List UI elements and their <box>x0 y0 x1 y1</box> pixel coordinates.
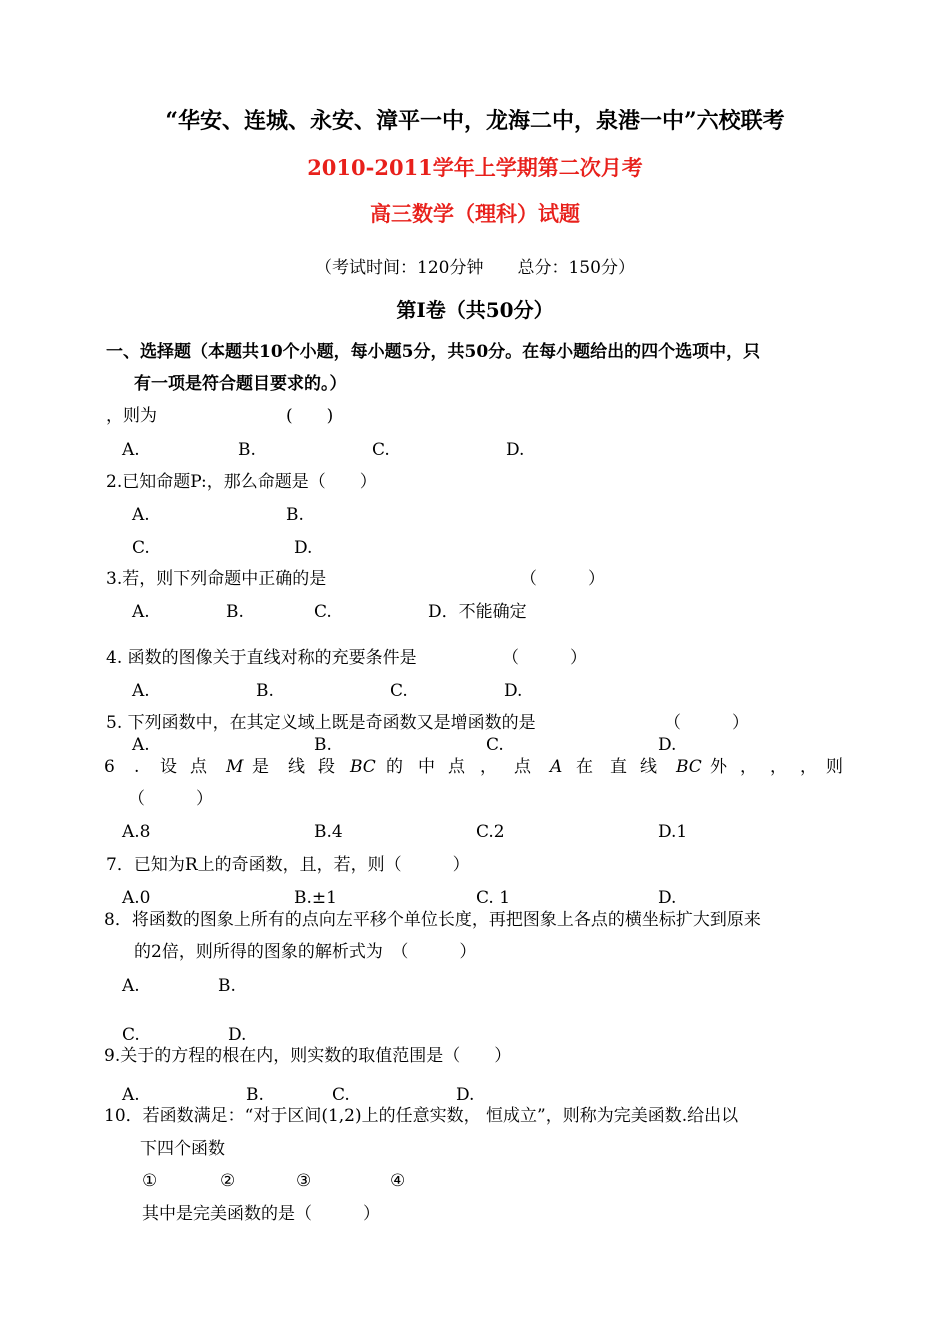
question-4-option-b: B. <box>256 681 274 701</box>
exam-subtitle: 2010-2011学年上学期第二次月考 <box>307 155 643 180</box>
question-6-var-bc: BC <box>676 757 702 777</box>
question-2-text: 2.已知命题P:，那么命题是（ ） <box>106 472 377 492</box>
question-7-text: 7．已知为R上的奇函数，且，若，则（ ） <box>106 855 470 875</box>
question-4-option-a: A. <box>132 681 150 701</box>
question-8-option-c: C. <box>122 1025 140 1045</box>
exam-title: “华安、连城、永安、漳平一中，龙海二中，泉港一中”六校联考 <box>165 108 785 134</box>
question-4-option-d: D. <box>504 681 523 701</box>
question-1-option-d: D. <box>506 440 525 460</box>
question-7-option-b: B.±1 <box>294 888 337 908</box>
question-6-option-a: A.8 <box>122 822 151 842</box>
question-6-word: 是 <box>252 757 269 777</box>
question-10-item-1: ① <box>142 1171 158 1191</box>
exam-time-info: （考试时间：120分钟 总分：150分） <box>315 258 635 278</box>
question-6-word: 则 <box>826 757 843 777</box>
question-3-text: 3.若，则下列命题中正确的是 <box>106 569 327 589</box>
question-1-option-b: B. <box>238 440 256 460</box>
question-4-answer-paren: （ ） <box>502 648 587 668</box>
question-10-text-line1: 10．若函数满足：“对于区间(1,2)上的任意实数， 恒成立”，则称为完美函数.给出以 <box>104 1106 739 1126</box>
question-6-var-m: M <box>226 757 244 777</box>
question-6-number: 6 <box>104 757 115 777</box>
question-6-word: 的 <box>386 757 403 777</box>
question-6-word: 点 <box>190 757 207 777</box>
question-6-word: 段 <box>318 757 335 777</box>
question-10-text-line2: 下四个函数 <box>140 1139 225 1159</box>
question-2-option-b: B. <box>286 505 304 525</box>
question-5-answer-paren: （ ） <box>664 713 749 733</box>
question-1-option-a: A. <box>122 440 140 460</box>
question-6-option-b: B.4 <box>314 822 343 842</box>
question-2-option-a: A. <box>132 505 150 525</box>
question-3-option-d: D．不能确定 <box>428 602 527 622</box>
question-2-option-d: D. <box>294 538 313 558</box>
question-9-option-b: B. <box>246 1085 264 1105</box>
question-9-text: 9.关于的方程的根在内，则实数的取值范围是（ ） <box>104 1046 512 1066</box>
question-7-option-d: D. <box>658 888 677 908</box>
question-8-option-a: A. <box>122 976 140 996</box>
question-6-dot: . <box>134 757 140 777</box>
question-8-text-line1: 8．将函数的图象上所有的点向左平移个单位长度，再把图象上各点的横坐标扩大到原来 <box>104 910 761 930</box>
question-3-answer-paren: （ ） <box>520 569 605 589</box>
question-6-word: 在 <box>576 757 593 777</box>
question-3-option-a: A. <box>132 602 150 622</box>
question-5-option-a: A. <box>132 735 150 755</box>
part-heading-line1: 一、选择题（本题共10个小题，每小题5分，共50分。在每小题给出的四个选项中，只 <box>106 342 761 362</box>
question-6-answer-paren: （ ） <box>128 789 213 809</box>
question-6-var-bc: BC <box>350 757 376 777</box>
question-9-option-c: C. <box>332 1085 350 1105</box>
question-9-option-d: D. <box>456 1085 475 1105</box>
question-1-answer-paren: ( ) <box>286 406 334 426</box>
question-4-text: 4. 函数的图像关于直线对称的充要条件是 <box>106 648 417 668</box>
question-7-option-c: C. 1 <box>476 888 511 908</box>
part-heading-line2: 有一项是符合题目要求的。） <box>134 374 347 394</box>
question-6-word: 点 <box>448 757 465 777</box>
question-5-option-b: B. <box>314 735 332 755</box>
question-6-comma: ， <box>800 757 817 777</box>
exam-name: 高三数学（理科）试题 <box>370 201 580 226</box>
question-2-option-c: C. <box>132 538 150 558</box>
question-4-option-c: C. <box>390 681 408 701</box>
question-8-text-line2: 的2倍，则所得的图象的解析式为 （ ） <box>134 942 477 962</box>
question-10-item-2: ② <box>220 1171 236 1191</box>
question-6-word: 线 <box>640 757 657 777</box>
question-6-option-d: D.1 <box>658 822 688 842</box>
question-6-word: 设 <box>160 757 177 777</box>
question-6-word: 点 <box>514 757 531 777</box>
question-5-option-d: D. <box>658 735 677 755</box>
question-5-option-c: C. <box>486 735 504 755</box>
question-6-comma: ， <box>770 757 787 777</box>
question-3-option-c: C. <box>314 602 332 622</box>
question-6-word: 线 <box>288 757 305 777</box>
question-6-word: 外 <box>710 757 727 777</box>
question-10-item-4: ④ <box>390 1171 406 1191</box>
question-6-comma: ， <box>740 757 757 777</box>
question-7-option-a: A.0 <box>122 888 151 908</box>
question-6-word: 直 <box>610 757 627 777</box>
question-8-option-b: B. <box>218 976 236 996</box>
section-title: 第Ⅰ卷（共50分） <box>396 298 554 322</box>
question-1-option-c: C. <box>372 440 390 460</box>
question-3-option-b: B. <box>226 602 244 622</box>
question-6-var-a: A <box>550 757 563 777</box>
question-1-text: ，则为 <box>106 406 157 426</box>
question-10-item-3: ③ <box>296 1171 312 1191</box>
question-6-option-c: C.2 <box>476 822 505 842</box>
question-6-comma: ， <box>480 757 497 777</box>
question-9-option-a: A. <box>122 1085 140 1105</box>
question-5-text: 5. 下列函数中，在其定义域上既是奇函数又是增函数的是 <box>106 713 536 733</box>
question-8-option-d: D. <box>228 1025 247 1045</box>
question-10-text-line3: 其中是完美函数的是（ ） <box>142 1204 380 1224</box>
question-6-word: 中 <box>418 757 435 777</box>
